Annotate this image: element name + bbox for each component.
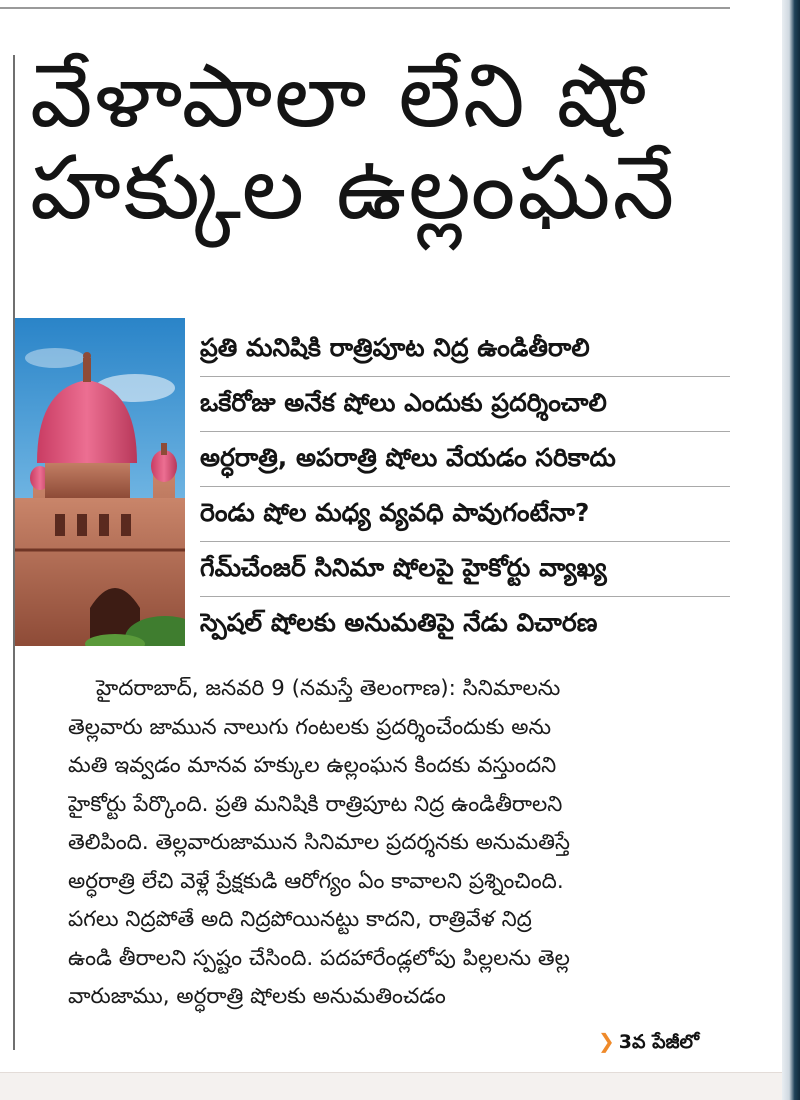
bottom-band [0,1072,782,1100]
article-line: ఉండి తీరాలని స్పష్టం చేసింది. పదహారేండ్లలోపు పిల్లలను తెల్ల [68,945,570,971]
headline [30,44,760,239]
article-line: అర్ధరాత్రి లేచి వెళ్లే ప్రేక్షకుడి ఆరోగ్యం ఏం కావాలని ప్రశ్నించింది. [68,868,564,894]
article-line: వారుజాము, అర్ధరాత్రి షోలకు అనుమతించడం [68,984,446,1009]
top-rule [0,0,730,9]
article-line: పగలు నిద్రపోతే అది నిద్రపోయినట్టు కాదని, రాత్రివేళ నిద్ర [68,907,532,932]
subheadline-item: రెండు షోల మధ్య వ్యవధి పావుగంటేనా? [200,487,730,542]
article-body [68,670,738,1017]
continued-on-page-link[interactable] [598,1024,699,1058]
headline-line-2: హక్కుల ఉల్లంఘనే [30,136,677,239]
article-line: హైదరాబాద్, జనవరి 9 (నమస్తే తెలంగాణ): సినిమాలను [96,676,561,701]
article-line: మతి ఇవ్వడం మానవ హక్కుల ఉల్లంఘన కిందకు వస్తుందని [68,753,557,778]
high-court-illustration [15,318,185,646]
subheadline-item: ప్రతి మనిషికి రాత్రిపూట నిద్ర ఉండితీరాలి [200,322,730,377]
page-edge-strip [782,0,800,1100]
subheadline-item: గేమ్‌చేంజర్ సినిమా షోలపై హైకోర్టు వ్యాఖ్య [200,542,730,597]
headline-line-1: వేళాపాలా లేని షో [30,44,649,147]
subheadline-item: అర్ధరాత్రి, అపరాత్రి షోలు వేయడం సరికాదు [200,432,730,487]
article-line: హైకోర్టు పేర్కొంది. ప్రతి మనిషికి రాత్రిపూట నిద్ర ఉండితీరాలని [68,791,563,817]
article-line: తెలిపింది. తెల్లవారుజామున సినిమాల ప్రదర్శనకు అనుమతిస్తే [68,830,570,855]
article-paragraph [68,670,738,1017]
high-court-photo [15,318,185,646]
subheadline-item: స్పెషల్ షోలకు అనుమతిపై నేడు విచారణ [200,608,598,637]
subheadline-item: ఒకేరోజు అనేక షోలు ఎందుకు ప్రదర్శించాలి [200,377,730,432]
chevron-right-icon: ❯ [598,1029,615,1053]
article-line: తెల్లవారు జామున నాలుగు గంటలకు ప్రదర్శించేందుకు అను [68,714,552,740]
subheadline-list [200,322,730,651]
continued-label: 3వ పేజీలో [618,1031,700,1053]
